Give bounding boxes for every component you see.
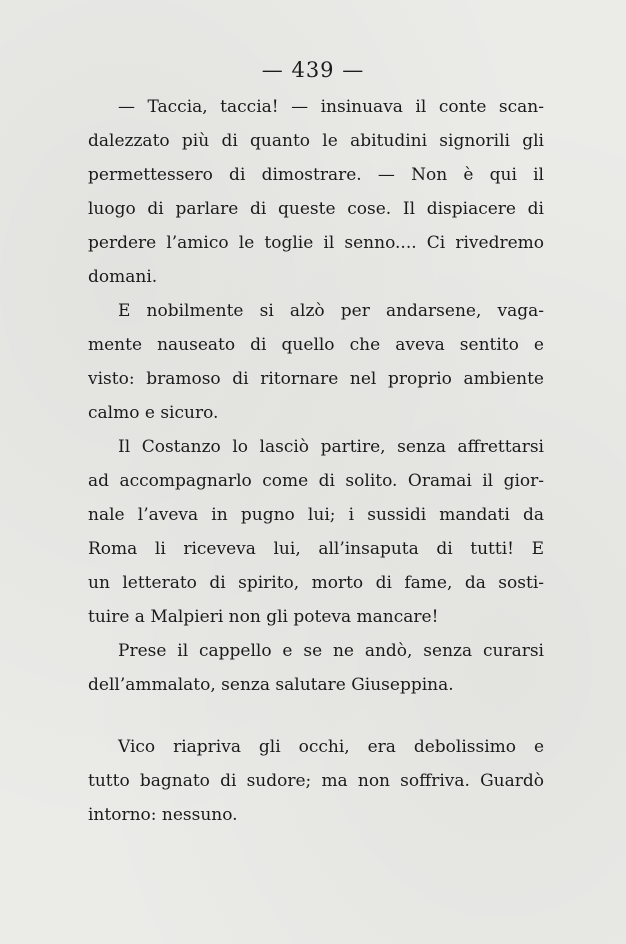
text-line: domani.: [88, 267, 158, 287]
text-line: E nobilmente si alzò per andarsene, vaga-: [118, 301, 544, 321]
text-line: permettessero di dimostrare. — Non è qui il: [88, 165, 544, 185]
page-number: — 439 —: [261, 58, 365, 82]
text-line: perdere l’amico le toglie il senno.... Ci rivedremo: [88, 233, 544, 253]
paragraph: [88, 90, 544, 294]
paragraph: [88, 634, 544, 702]
body-text: [88, 90, 544, 832]
text-line: un letterato di spirito, morto di fame, da sosti-: [88, 573, 544, 593]
text-line: intorno: nessuno.: [88, 805, 238, 825]
text-line: dalezzato più di quanto le abitudini signorili gli: [88, 131, 544, 151]
text-line: mente nauseato di quello che aveva sentito e: [88, 335, 544, 355]
section-gap: [88, 702, 544, 730]
text-line: dell’ammalato, senza salutare Giuseppina.: [88, 675, 454, 695]
text-line: luogo di parlare di queste cose. Il dispiacere di: [88, 199, 544, 219]
paragraph: [88, 294, 544, 430]
text-line: visto: bramoso di ritornare nel proprio ambiente: [88, 369, 544, 389]
text-line: — Taccia, taccia! — insinuava il conte scan-: [118, 97, 544, 117]
text-line: calmo e sicuro.: [88, 403, 219, 423]
paragraph: [88, 730, 544, 832]
paragraph: [88, 430, 544, 634]
text-line: Roma li riceveva lui, all’insaputa di tutti! E: [88, 539, 544, 559]
text-line: tutto bagnato di sudore; ma non soffriva. Guardò: [88, 771, 544, 791]
text-line: nale l’aveva in pugno lui; i sussidi mandati da: [88, 505, 544, 525]
text-line: ad accompagnarlo come di solito. Oramai il gior-: [88, 471, 544, 491]
text-line: Prese il cappello e se ne andò, senza curarsi: [118, 641, 544, 661]
text-line: tuire a Malpieri non gli poteva mancare!: [88, 607, 439, 627]
text-line: Il Costanzo lo lasciò partire, senza affrettarsi: [118, 437, 544, 457]
text-line: Vico riapriva gli occhi, era debolissimo e: [118, 737, 544, 757]
